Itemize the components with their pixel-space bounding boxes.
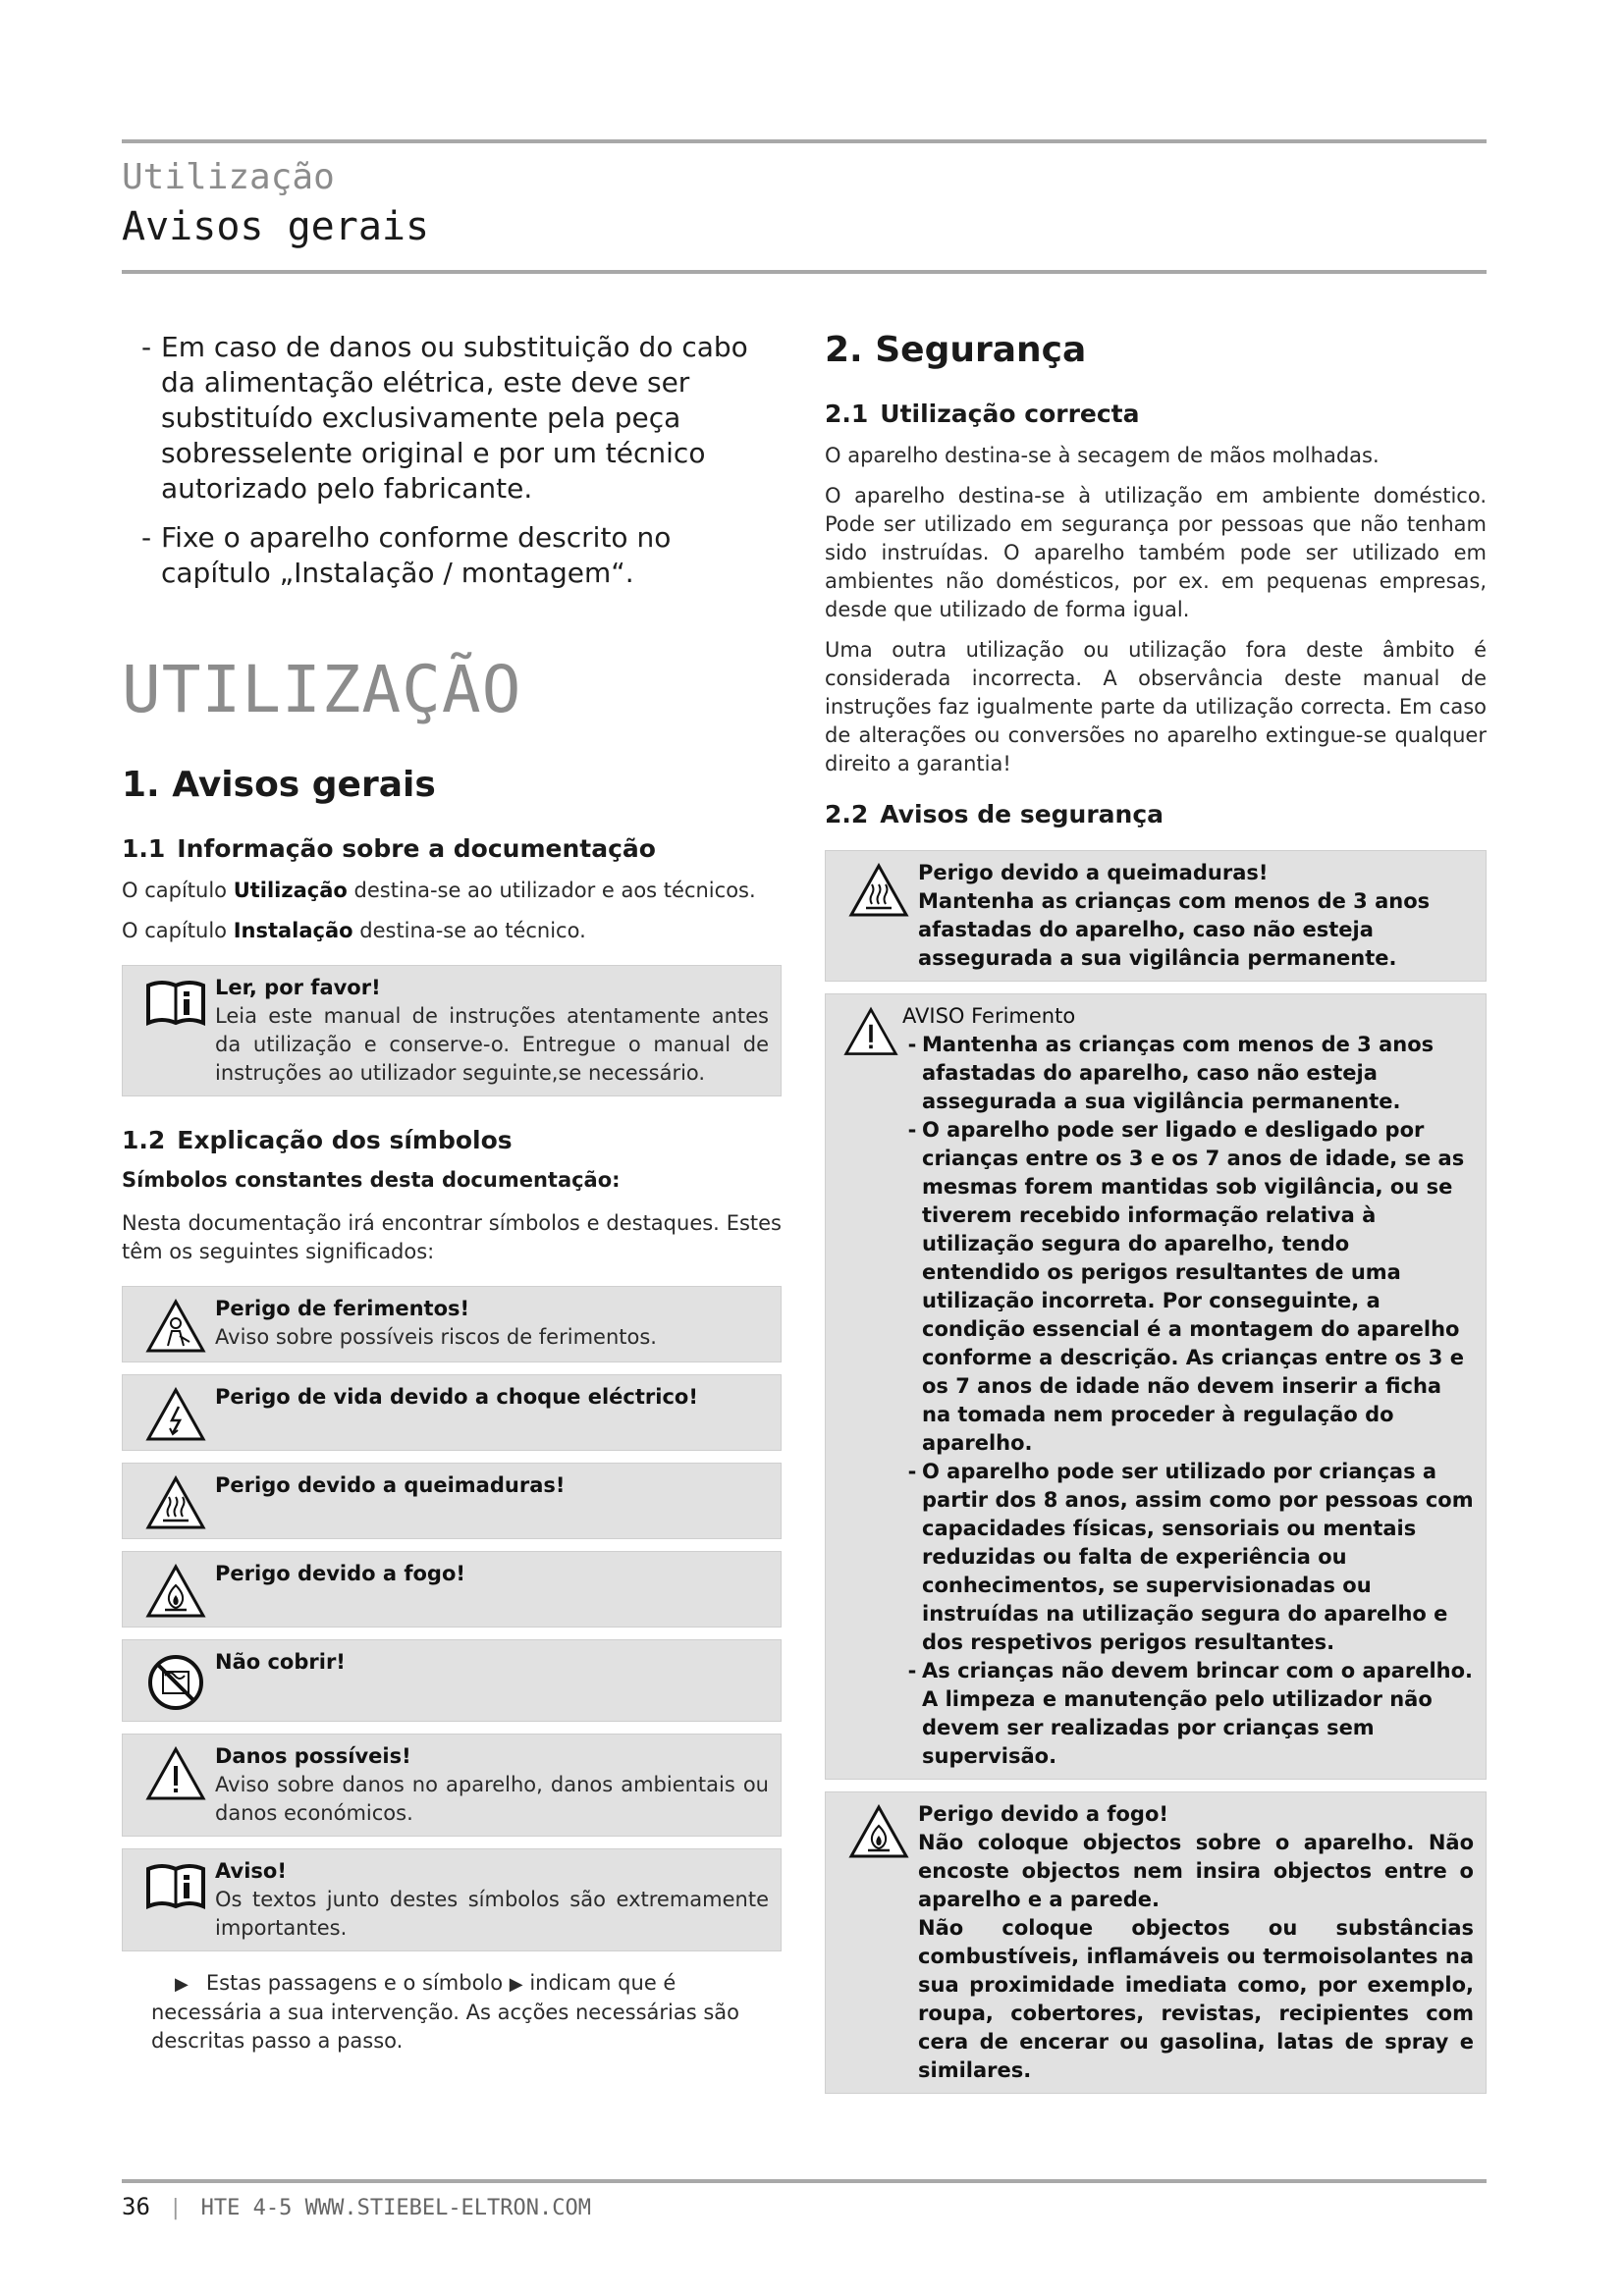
symbol-row (122, 1639, 782, 1722)
action-arrow-icon: ▶ (175, 1974, 189, 1995)
paragraph: O capítulo Utilização destina-se ao utilizador e aos técnicos. (122, 879, 756, 902)
symbol-description: Os textos junto destes símbolos são extremamente importantes. (215, 1888, 769, 1940)
symbol-description: Aviso sobre possíveis riscos de ferimentos. (215, 1325, 657, 1349)
page-number: 36 (122, 2193, 150, 2220)
note-title: Ler, por favor! (215, 976, 381, 999)
burn-warning-box (825, 850, 1487, 982)
electric-shock-icon (136, 1383, 215, 1442)
symbol-row (122, 1848, 782, 1951)
left-column (122, 330, 782, 2056)
symbol-row (122, 1551, 782, 1628)
fire-warning-icon (136, 1560, 215, 1619)
section-heading-2: 2. Segurança (825, 330, 1087, 370)
warning-body: Não coloque objectos sobre o aparelho. Não encoste objectos nem insira objectos entre o aparelho e a parede. (918, 1831, 1474, 1911)
header-top-rule (122, 139, 1487, 143)
section-heading-1: 1. Avisos gerais (122, 765, 436, 805)
subsection-heading-2-2: 2.2 Avisos de segurança (825, 800, 1164, 828)
header-section-label: Utilização (122, 157, 335, 197)
hot-surface-icon (136, 1471, 215, 1530)
bullet-item: - Em caso de danos ou substituição do cabo da alimentação elétrica, este deve ser substituído exclusivamente pela peça sobresselente original e por um técnico autorizado pelo fabricante. (141, 331, 748, 505)
symbol-title: Perigo devido a queimaduras! (215, 1473, 566, 1497)
subsection-heading-1-2: 1.2 Explicação dos símbolos (122, 1126, 513, 1154)
warning-body: Mantenha as crianças com menos de 3 anos afastadas do aparelho, caso não esteja assegurada a sua vigilância permanente. (918, 889, 1431, 970)
symbol-row (122, 1734, 782, 1837)
header-bottom-rule (122, 270, 1487, 274)
symbol-description: Aviso sobre danos no aparelho, danos ambientais ou danos económicos. (215, 1773, 769, 1825)
symbol-row (122, 1374, 782, 1451)
symbol-title: Danos possíveis! (215, 1744, 411, 1768)
paragraph: Nesta documentação irá encontrar símbolos e destaques. Estes têm os seguintes significados: (122, 1211, 782, 1263)
list-item: - O aparelho pode ser ligado e desligado por crianças entre os 3 e os 7 anos de idade, se as mesmas forem mantidas sob vigilância, ou se tiverem recebido informação relativa à utilização segura do aparelho, tendo entendido os perigos resultantes de uma utilização incorreta. Por conseguinte, a condição essencial é a montagem do aparelho conforme a descrição. As crianças entre os 3 e os 7 anos de idade não devem inserir a ficha na tomada nem proceder à regulação do aparelho. (907, 1118, 1465, 1455)
symbol-title: Perigo de ferimentos! (215, 1297, 470, 1320)
injury-warning-list (902, 1031, 1474, 1771)
right-column (825, 330, 1487, 2106)
read-manual-icon (136, 1857, 215, 1943)
symbol-title: Não cobrir! (215, 1650, 346, 1674)
paragraph: O aparelho destina-se à secagem de mãos molhadas. (825, 444, 1380, 467)
symbol-row (122, 1463, 782, 1539)
paragraph: Uma outra utilização ou utilização fora deste âmbito é considerada incorrecta. A observância deste manual de instruções faz igualmente parte da utilização correcta. Em caso de alterações ou conversões no aparelho extingue-se qualquer direito a garantia! (825, 638, 1487, 775)
hot-surface-icon (839, 859, 918, 973)
symbol-title: Aviso! (215, 1859, 287, 1883)
paragraph: O capítulo Instalação destina-se ao técnico. (122, 919, 586, 942)
subsection-heading-1-1: 1.1 Informação sobre a documentação (122, 834, 656, 863)
warning-title: AVISO Ferimento (902, 1004, 1076, 1028)
injury-warning-icon (136, 1295, 215, 1354)
warning-title: Perigo devido a fogo! (918, 1802, 1168, 1826)
warning-title: Perigo devido a queimaduras! (918, 861, 1269, 884)
action-instruction: ▶ Estas passagens e o símbolo ▶ indicam que é necessária a sua intervenção. As acções necessárias são descritas passo a passo. (151, 1971, 740, 2053)
read-note-box (122, 965, 782, 1096)
fire-warning-icon (839, 1800, 918, 2085)
symbols-subtitle: Símbolos constantes desta documentação: (122, 1168, 621, 1192)
paragraph: O aparelho destina-se à utilização em ambiente doméstico. Pode ser utilizado em segurança por pessoas que não tenham sido instruídas. O aparelho também pode ser utilizado em ambientes não domésticos, por ex. em pequenas empresas, desde que utilizado de forma igual. (825, 484, 1487, 621)
general-warning-icon (839, 1002, 902, 1771)
symbol-title: Perigo de vida devido a choque eléctrico! (215, 1385, 698, 1409)
footer-rule (122, 2179, 1487, 2183)
fire-warning-box (825, 1791, 1487, 2094)
do-not-cover-icon (136, 1648, 215, 1713)
footer-text: HTE 4-5 WWW.STIEBEL-ELTRON.COM (200, 2196, 592, 2220)
read-manual-icon (136, 974, 215, 1088)
list-item: - As crianças não devem brincar com o aparelho. A limpeza e manutenção pelo utilizador não devem ser realizadas por crianças sem supervisão. (907, 1659, 1474, 1768)
symbol-title: Perigo devido a fogo! (215, 1562, 465, 1585)
subsection-heading-2-1: 2.1 Utilização correcta (825, 400, 1140, 428)
page-footer: 36 | HTE 4-5 WWW.STIEBEL-ELTRON.COM (122, 2193, 592, 2220)
header-page-title: Avisos gerais (122, 204, 430, 249)
warning-body: Não coloque objectos ou substâncias combustíveis, inflamáveis ou termoisolantes na sua proximidade imediata como, por exemplo, roupa, cobertores, revistas, recipientes com cera de encerar ou gasolina, latas de spray e similares. (918, 1916, 1474, 2082)
chapter-title: UTILIZAÇÃO (122, 652, 522, 727)
action-arrow-icon: ▶ (509, 1974, 523, 1995)
bullet-item: - Fixe o aparelho conforme descrito no capítulo „Instalação / montagem“. (141, 521, 672, 589)
list-item: - O aparelho pode ser utilizado por crianças a partir dos 8 anos, assim como por pessoas com capacidades físicas, sensoriais ou mentais reduzidas ou falta de experiência ou conhecimentos, se supervisionadas ou instruídas na utilização segura do aparelho e dos respetivos perigos resultantes. (907, 1460, 1474, 1654)
list-item: - Mantenha as crianças com menos de 3 anos afastadas do aparelho, caso não esteja assegurada a sua vigilância permanente. (907, 1033, 1435, 1113)
note-body: Leia este manual de instruções atentamente antes da utilização e conserve-o. Entregue o manual de instruções ao utilizador seguinte,se necessário. (215, 1004, 769, 1085)
general-warning-icon (136, 1742, 215, 1828)
symbol-row (122, 1286, 782, 1362)
injury-warning-box (825, 993, 1487, 1780)
